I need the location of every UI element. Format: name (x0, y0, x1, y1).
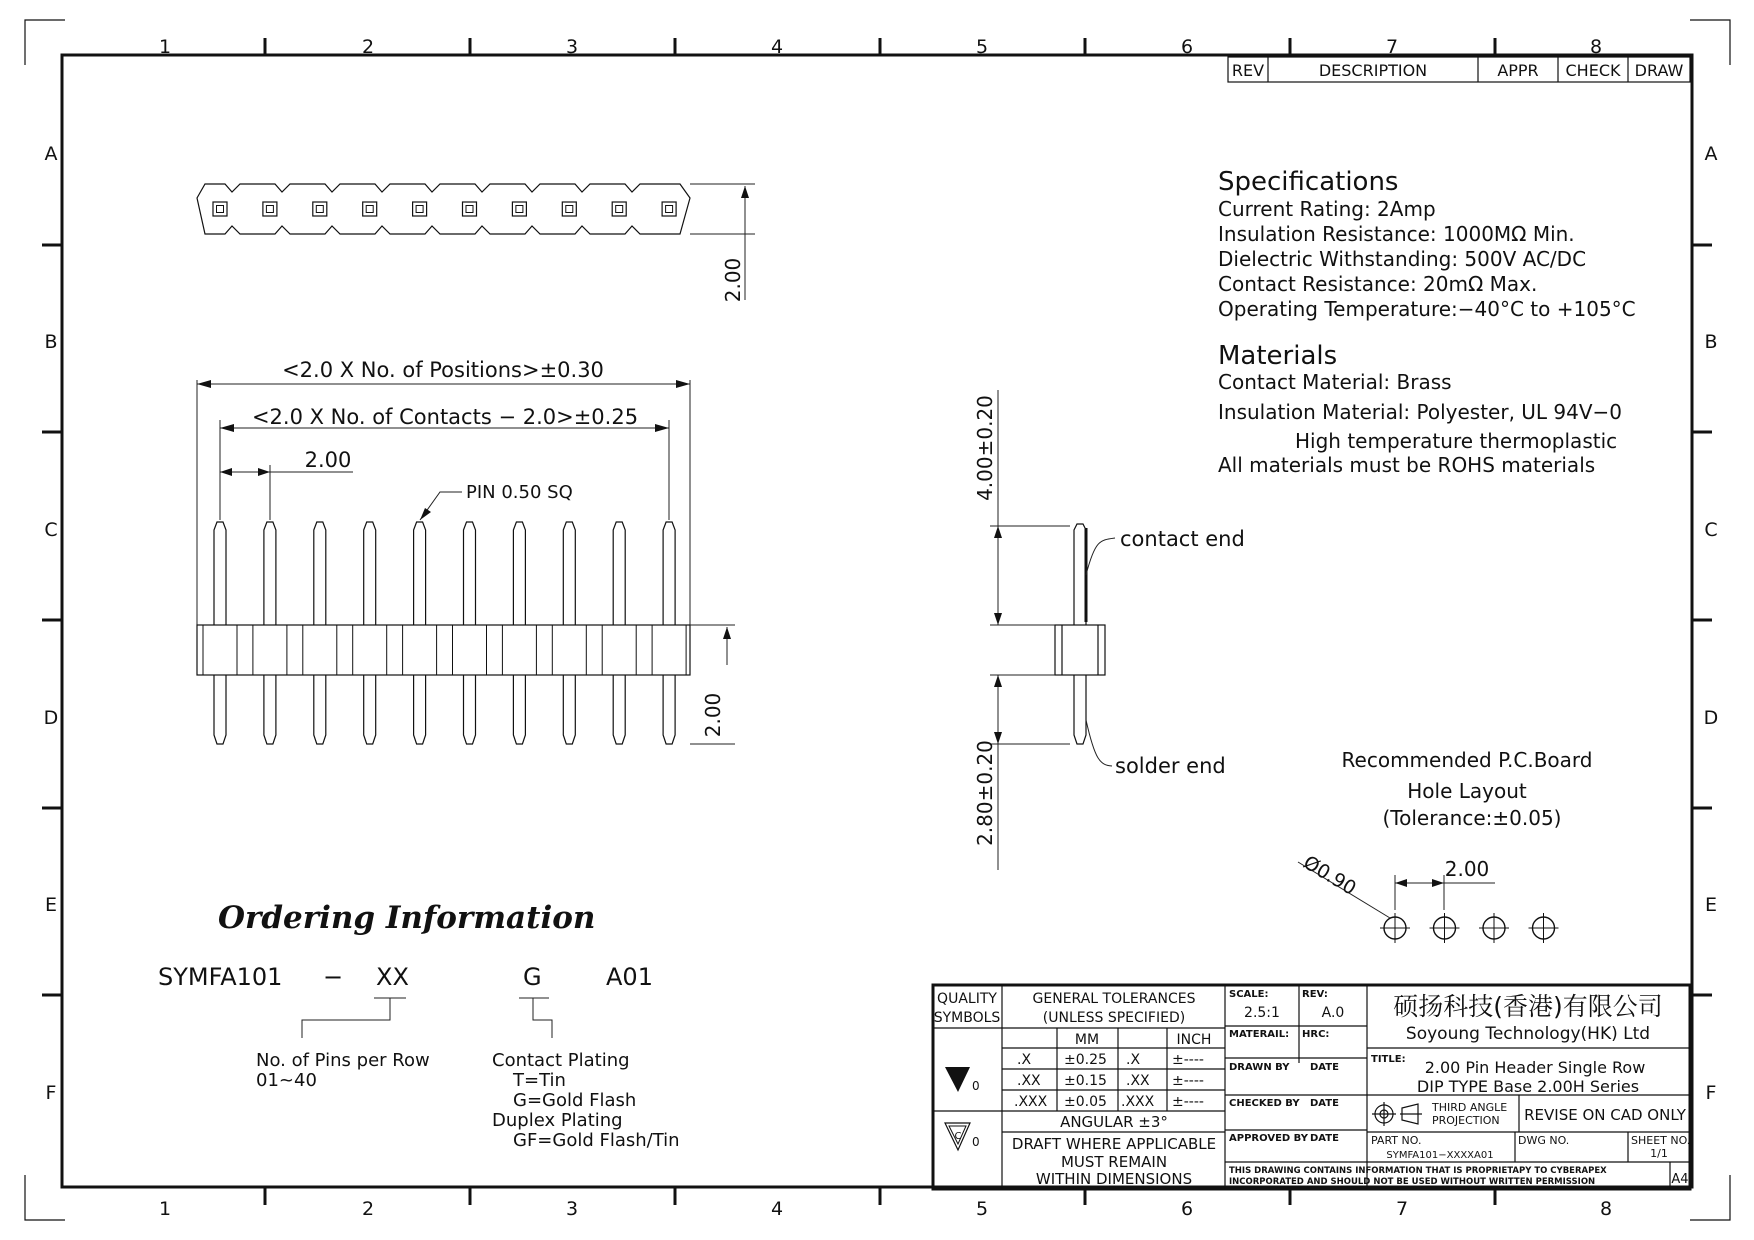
spec-line: Insulation Resistance: 1000MΩ Min. (1218, 222, 1575, 246)
quality-label: QUALITY (937, 991, 997, 1007)
pins-range: 01~40 (256, 1070, 317, 1091)
front-pin-top (613, 522, 625, 625)
scale-value: 2.5:1 (1244, 1005, 1280, 1021)
top-pin-inner (416, 206, 423, 213)
top-pin-inner (516, 206, 523, 213)
title-block (933, 985, 1690, 1189)
material-line: Contact Material: Brass (1218, 370, 1452, 394)
pin-size-label: PIN 0.50 SQ (466, 482, 573, 503)
tol-mm-value: ±0.15 (1064, 1073, 1107, 1089)
date-label: DATE (1310, 1062, 1339, 1073)
major-symbol-label: 0 (972, 1135, 980, 1149)
front-view-pins (214, 522, 675, 744)
material-line: High temperature thermoplastic (1295, 429, 1618, 453)
col-label-bottom: 3 (565, 1198, 579, 1220)
row-label-right: B (1704, 331, 1718, 353)
front-pin-bottom (663, 675, 675, 744)
row-label-right: E (1704, 894, 1718, 916)
side-view (973, 390, 1245, 870)
ordering-pins-code: XX (376, 963, 409, 991)
col-label-top: 7 (1385, 36, 1399, 58)
upper-pin-dim: 4.00±0.20 (973, 395, 997, 501)
col-label-bottom: 5 (975, 1198, 989, 1220)
scale-label: SCALE: (1229, 989, 1269, 1000)
col-label-top: 8 (1589, 36, 1603, 58)
company-name-english: Soyoung Technology(HK) Ltd (1405, 1024, 1651, 1044)
top-pin-inner (217, 206, 224, 213)
front-view (197, 358, 735, 744)
critical-symbol-icon (945, 1067, 970, 1092)
tol-key: .XXX (1014, 1094, 1048, 1110)
sheet-number: 1/1 (1650, 1147, 1668, 1160)
spec-line: Contact Resistance: 20mΩ Max. (1218, 272, 1538, 296)
front-pin-bottom (414, 675, 426, 744)
row-label-right: A (1704, 143, 1718, 165)
col-label-bottom: 4 (770, 1198, 784, 1220)
top-pin-outer (213, 202, 227, 216)
hole-layout-title-2: Hole Layout (1407, 779, 1527, 803)
front-pin-top (314, 522, 326, 625)
description-header: DESCRIPTION (1318, 61, 1428, 80)
front-pin-bottom (214, 675, 226, 744)
col-label-bottom: 8 (1599, 1198, 1613, 1220)
angular-tolerance: ANGULAR ±3° (1060, 1113, 1168, 1131)
hole-pitch-dim: 2.00 (1444, 857, 1490, 881)
pitch-dimension: 2.00 (304, 448, 352, 472)
specifications-heading: Specifications (1218, 167, 1399, 197)
front-pin-bottom (513, 675, 525, 744)
row-label-left: C (44, 519, 58, 541)
tol-key: .X (1126, 1052, 1141, 1068)
revision-table (1228, 57, 1690, 82)
materials-heading: Materials (1218, 341, 1338, 371)
top-pin-outer (363, 202, 377, 216)
plating-line: G=Gold Flash (513, 1090, 637, 1111)
plating-line: GF=Gold Flash/Tin (513, 1130, 680, 1151)
row-label-right: C (1704, 519, 1718, 541)
top-pin-inner (616, 206, 623, 213)
top-pin-outer (463, 202, 477, 216)
ordering-suffix: A01 (606, 963, 653, 991)
rev-value: A.0 (1321, 1005, 1345, 1021)
third-angle-projection-icon (1372, 1102, 1422, 1126)
top-pin-inner (316, 206, 323, 213)
front-pin-bottom (264, 675, 276, 744)
drawing-title-line-1: 2.00 Pin Header Single Row (1424, 1058, 1646, 1077)
proprietary-notice: THIS DRAWING CONTAINS INFORMATION THAT IS PROPRIETAPY TO CYBERAPEX (1229, 1166, 1607, 1176)
top-pin-outer (263, 202, 277, 216)
top-view-height-dim: 2.00 (721, 257, 745, 303)
rev-header: REV (1231, 61, 1265, 80)
row-label-right: F (1705, 1082, 1717, 1104)
company-name-chinese: 硕扬科技(香港)有限公司 (1393, 992, 1663, 1021)
col-label-bottom: 1 (158, 1198, 172, 1220)
hole-diameter-dim: Ø0.90 (1299, 851, 1360, 900)
general-tolerances: GENERAL TOLERANCES (1032, 991, 1196, 1007)
tol-key: .X (1017, 1052, 1032, 1068)
front-pin-top (264, 522, 276, 625)
pins-per-row-label: No. of Pins per Row (256, 1050, 430, 1071)
top-pin-outer (313, 202, 327, 216)
top-view (197, 184, 755, 302)
ordering-part-prefix: SYMFA101 (158, 963, 283, 991)
col-label-top: 2 (361, 36, 375, 58)
mm-header: MM (1074, 1032, 1100, 1048)
row-label-right: D (1703, 707, 1719, 729)
plating-line: Duplex Plating (492, 1110, 623, 1131)
spec-line: Current Rating: 2Amp (1218, 197, 1436, 221)
front-pin-top (414, 522, 426, 625)
draft-note: WITHIN DIMENSIONS (1035, 1170, 1193, 1188)
sheet-size: A4 (1671, 1172, 1689, 1187)
tol-key: .XX (1017, 1073, 1041, 1089)
date-label: DATE (1310, 1133, 1339, 1144)
proprietary-notice: INCORPORATED AND SHOULD NOT BE USED WITHOUT WRITTEN PERMISSION (1229, 1177, 1596, 1187)
row-label-left: A (44, 143, 58, 165)
front-pin-top (663, 522, 675, 625)
plating-line: Contact Plating (492, 1050, 630, 1071)
ordering-heading: Ordering Information (218, 900, 596, 936)
front-pin-top (464, 522, 476, 625)
projection-label: PROJECTION (1432, 1114, 1500, 1127)
front-pin-bottom (464, 675, 476, 744)
front-pin-top (214, 522, 226, 625)
pcb-holes (1380, 913, 1559, 943)
contact-end-label: contact end (1120, 527, 1245, 551)
date-label: DATE (1310, 1098, 1339, 1109)
tol-key: .XX (1126, 1073, 1150, 1089)
part-no-label: PART NO. (1371, 1134, 1422, 1147)
approved-by-label: APPROVED BY (1229, 1133, 1308, 1144)
solder-end-label: solder end (1115, 754, 1226, 778)
top-pin-outer (562, 202, 576, 216)
material-line: Insulation Material: Polyester, UL 94V−0 (1218, 400, 1623, 424)
top-pin-outer (612, 202, 626, 216)
col-label-bottom: 7 (1395, 1198, 1409, 1220)
top-pin-inner (266, 206, 273, 213)
checked-by-label: CHECKED BY (1229, 1098, 1300, 1109)
front-pin-top (364, 522, 376, 625)
col-label-bottom: 6 (1180, 1198, 1194, 1220)
spec-line: Operating Temperature:−40°C to +105°C (1218, 297, 1636, 321)
tol-inch-value: ±---- (1172, 1094, 1204, 1110)
top-view-pins (213, 202, 676, 216)
tol-mm-value: ±0.25 (1064, 1052, 1107, 1068)
tol-inch-value: ±---- (1172, 1052, 1204, 1068)
front-pin-bottom (364, 675, 376, 744)
lower-pin-dim: 2.80±0.20 (973, 740, 997, 846)
check-header: CHECK (1565, 61, 1621, 80)
specifications (1218, 167, 1636, 477)
hole-layout-tolerance: (Tolerance:±0.05) (1382, 806, 1562, 830)
ordering-information (158, 900, 680, 1151)
plating-line: T=Tin (513, 1070, 566, 1091)
major-symbol-letter: C (954, 1131, 962, 1142)
draw-header: DRAW (1634, 61, 1684, 80)
row-label-left: F (45, 1082, 57, 1104)
col-label-top: 4 (770, 36, 784, 58)
contacts-dimension: <2.0 X No. of Contacts − 2.0>±0.25 (251, 405, 639, 429)
front-pin-bottom (613, 675, 625, 744)
material-label: MATERAIL: (1229, 1029, 1290, 1040)
third-angle-label: THIRD ANGLE (1432, 1101, 1508, 1114)
tol-inch-value: ±---- (1172, 1073, 1204, 1089)
top-pin-outer (512, 202, 526, 216)
hrc-label: HRC: (1302, 1029, 1330, 1040)
row-label-left: D (43, 707, 59, 729)
ordering-dash: − (323, 963, 344, 991)
appr-header: APPR (1497, 61, 1539, 80)
rev-label: REV: (1302, 989, 1328, 1000)
front-view-body-dividers (203, 625, 686, 675)
col-label-top: 1 (158, 36, 172, 58)
col-label-top: 3 (565, 36, 579, 58)
col-label-bottom: 2 (361, 1198, 375, 1220)
row-label-left: B (44, 331, 58, 353)
tol-mm-value: ±0.05 (1064, 1094, 1107, 1110)
draft-note: MUST REMAIN (1060, 1153, 1168, 1171)
row-label-left: E (44, 894, 58, 916)
sheet-no-label: SHEET NO. (1631, 1134, 1691, 1147)
top-pin-inner (466, 206, 473, 213)
col-label-top: 5 (975, 36, 989, 58)
hole-layout-title-1: Recommended P.C.Board (1341, 748, 1593, 772)
hole-layout (1298, 748, 1592, 943)
inch-header: INCH (1176, 1032, 1212, 1048)
dwg-no-label: DWG NO. (1518, 1134, 1570, 1147)
front-pin-bottom (563, 675, 575, 744)
draft-note: DRAFT WHERE APPLICABLE (1011, 1135, 1217, 1153)
material-line: All materials must be ROHS materials (1218, 453, 1596, 477)
revise-on-cad-note: REVISE ON CAD ONLY (1524, 1106, 1686, 1124)
critical-symbol-label: 0 (972, 1079, 980, 1093)
top-pin-outer (413, 202, 427, 216)
drawing-title-line-2: DIP TYPE Base 2.00H Series (1416, 1077, 1640, 1096)
drawn-by-label: DRAWN BY (1229, 1062, 1290, 1073)
positions-dimension: <2.0 X No. of Positions>±0.30 (282, 358, 604, 382)
symbols-label: SYMBOLS (933, 1010, 1001, 1026)
front-pin-top (563, 522, 575, 625)
ordering-plating-code: G (523, 963, 542, 991)
spec-line: Dielectric Withstanding: 500V AC/DC (1218, 247, 1587, 271)
body-height-dim: 2.00 (701, 692, 725, 738)
top-pin-inner (566, 206, 573, 213)
front-pin-top (513, 522, 525, 625)
part-number: SYMFA101−XXXXA01 (1386, 1150, 1494, 1161)
top-pin-inner (366, 206, 373, 213)
top-pin-inner (666, 206, 673, 213)
top-pin-outer (662, 202, 676, 216)
title-label: TITLE: (1371, 1054, 1406, 1065)
front-pin-bottom (314, 675, 326, 744)
col-label-top: 6 (1180, 36, 1194, 58)
unless-specified: (UNLESS SPECIFIED) (1042, 1010, 1186, 1026)
tol-key: .XXX (1121, 1094, 1155, 1110)
